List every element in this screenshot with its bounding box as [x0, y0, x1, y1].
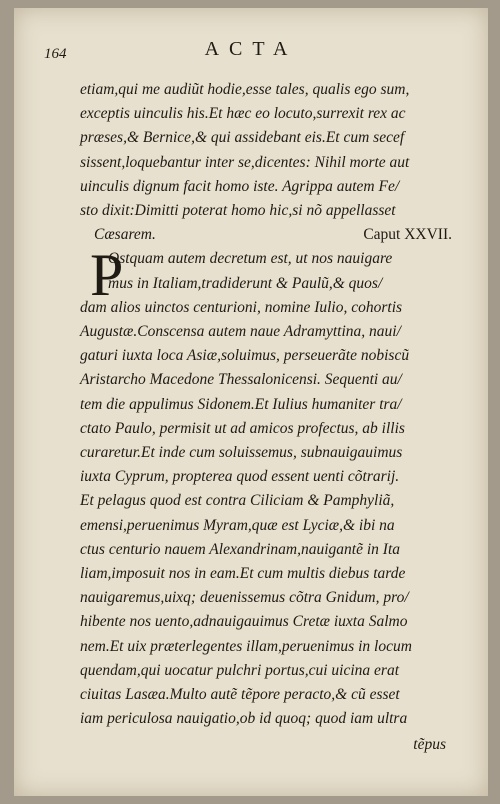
chapter-heading: Caput XXVII.	[363, 226, 452, 244]
drop-capital: P	[90, 242, 124, 309]
text-line: mus in Italiam,tradiderunt & Paulũ,& quos/	[108, 274, 383, 292]
chapter-line-end-word: Cæsarem.	[94, 226, 156, 244]
text-line: uinculis dignum facit homo iste. Agrippa autem Fe/	[80, 177, 400, 195]
text-line: Ostquam autem decretum est, ut nos nauigare	[108, 250, 393, 268]
text-line: exceptis uinculis his.Et hæc eo locuto,surrexit rex ac	[80, 105, 406, 123]
text-line: iuxta Cyprum, propterea quod essent uenti cõtrarij.	[80, 468, 400, 486]
text-line: nem.Et uix præterlegentes illam,peruenimus in locum	[80, 637, 412, 655]
catchword: tẽpus	[413, 736, 446, 754]
page-number: 164	[44, 46, 67, 62]
text-line: Augustæ.Conscensa autem naue Adramyttina, naui/	[80, 323, 401, 341]
text-line: ciuitas Lasæa.Multo autẽ tẽpore peracto,& cũ esset	[80, 686, 400, 704]
text-line: iam periculosa nauigatio,ob id quoq; quod iam ultra	[80, 710, 408, 728]
running-head: ACTA	[204, 38, 298, 60]
text-line: etiam,qui me audiũt hodie,esse tales, qualis ego sum,	[80, 81, 410, 98]
text-line: quendam,qui uocatur pulchri portus,cui uicina erat	[80, 661, 400, 679]
text-line: præses,& Bernice,& qui assidebant eis.Et cum secef	[80, 129, 405, 147]
text-line: liam,imposuit nos in eam.Et cum multis diebus tarde	[80, 565, 406, 583]
chapter-heading-line	[80, 223, 460, 247]
text-line: Et pelagus quod est contra Ciliciam & Pamphyliã,	[80, 492, 395, 510]
text-line: ctato Paulo, permisit ut ad amicos profectus, ab illis	[80, 419, 405, 437]
main-text	[80, 78, 460, 758]
text-line: ctus centurio nauem Alexandrinam,nauigantẽ in Ita	[80, 540, 400, 558]
text-line: emensi,peruenimus Myram,quæ est Lyciæ,& ibi na	[80, 516, 395, 534]
text-line: gaturi iuxta loca Asiæ,soluimus, perseuerãte nobiscũ	[80, 347, 410, 365]
text-line: Aristarcho Macedone Thessalonicensi. Sequenti au/	[80, 371, 402, 389]
text-line: curaretur.Et inde cum soluissemus, subnauigauimus	[80, 444, 403, 462]
text-line: dam alios uinctos centurioni, nomine Iulio, cohortis	[80, 298, 403, 316]
text-line: tem die appulimus Sidonem.Et Iulius humaniter tra/	[80, 395, 402, 413]
text-line: sto dixit:Dimitti poterat homo hic,si nõ appellasset	[80, 202, 396, 220]
text-line: sissent,loquebantur inter se,dicentes: Nihil morte aut	[80, 153, 410, 171]
text-line: nauigaremus,uixq; deuenissemus cõtra Gnidum, pro/	[80, 589, 409, 607]
book-page	[14, 8, 488, 796]
text-line: hibente nos uento,adnauigauimus Cretæ iuxta Salmo	[80, 613, 408, 631]
